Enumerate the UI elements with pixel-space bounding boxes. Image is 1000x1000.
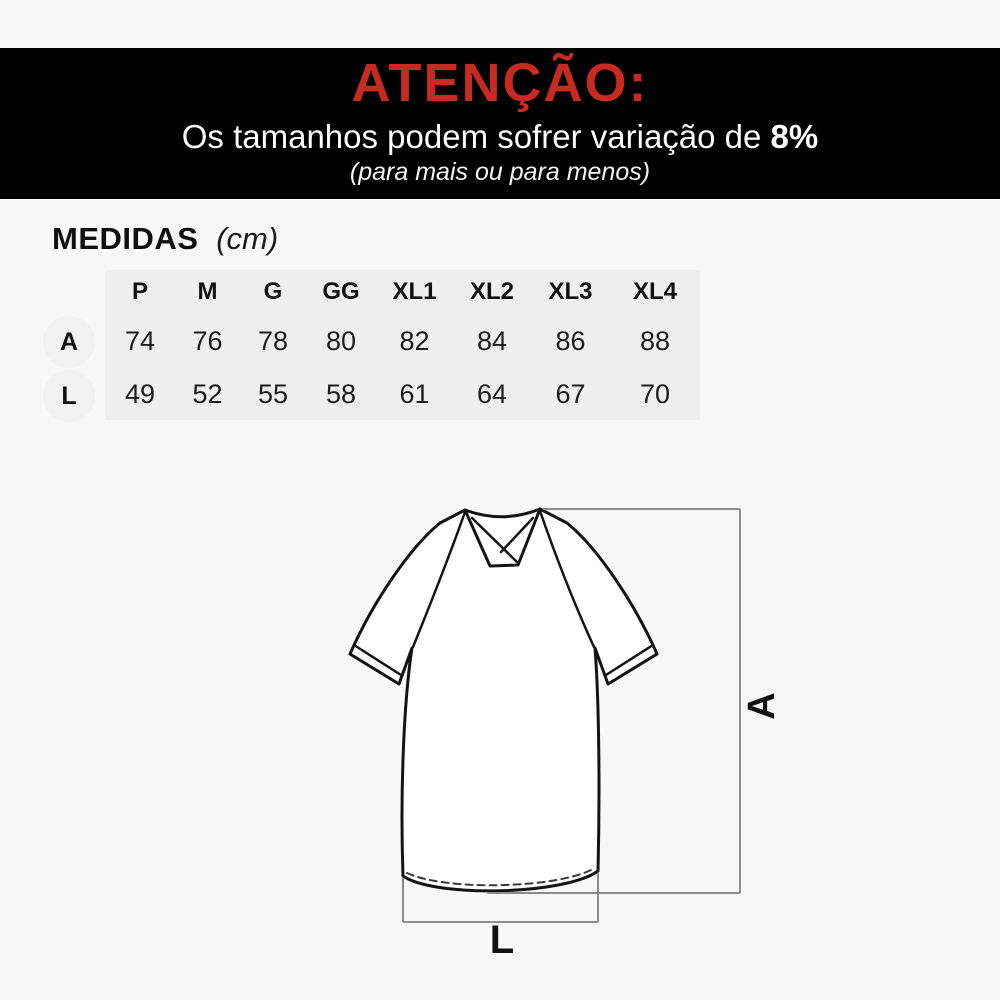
size-table bbox=[105, 270, 700, 420]
tshirt-diagram bbox=[0, 440, 1000, 1000]
medidas-heading bbox=[52, 221, 278, 257]
row-badge-height: A bbox=[43, 316, 95, 368]
size-cell-l-xl4: 70 bbox=[639, 378, 671, 409]
banner-subtitle bbox=[0, 118, 1000, 156]
medidas-unit bbox=[208, 221, 217, 256]
column-header-p: P bbox=[131, 278, 148, 305]
banner-subtitle-text: Os tamanhos podem sofrer variação de bbox=[181, 118, 771, 155]
banner-title: ATENÇÃO: bbox=[351, 53, 649, 113]
size-cell-a-xl1: 82 bbox=[399, 325, 430, 356]
column-header-xl2: XL2 bbox=[469, 278, 514, 305]
height-label: A bbox=[741, 692, 783, 720]
size-cell-l-xl3: 67 bbox=[555, 378, 586, 409]
size-cell-l-m: 52 bbox=[192, 378, 223, 409]
banner-subtitle-percent: 8% bbox=[770, 118, 819, 155]
size-cell-l-g: 55 bbox=[257, 378, 289, 409]
size-cell-l-p: 49 bbox=[124, 378, 156, 409]
size-cell-a-m: 76 bbox=[192, 325, 223, 356]
size-cell-l-gg: 58 bbox=[325, 378, 357, 409]
medidas-title: MEDIDAS bbox=[52, 221, 199, 256]
size-cell-a-gg: 80 bbox=[325, 325, 357, 356]
column-header-xl1: XL1 bbox=[392, 278, 437, 305]
size-cell-a-p: 74 bbox=[124, 325, 156, 356]
attention-banner bbox=[0, 48, 1000, 199]
size-cell-a-xl2: 84 bbox=[476, 325, 508, 356]
size-cell-l-xl1: 61 bbox=[399, 378, 430, 409]
size-cell-a-xl4: 88 bbox=[639, 325, 671, 356]
column-header-g: G bbox=[263, 278, 283, 305]
width-label: L bbox=[489, 918, 515, 962]
column-header-m: M bbox=[197, 278, 218, 305]
size-cell-a-xl3: 86 bbox=[555, 325, 586, 356]
column-header-xl4: XL4 bbox=[632, 278, 677, 305]
column-header-gg: GG bbox=[322, 278, 360, 305]
size-cell-a-g: 78 bbox=[257, 325, 289, 356]
tshirt-outline bbox=[350, 509, 657, 891]
banner-note: (para mais ou para menos) bbox=[349, 158, 651, 186]
row-badge-width: L bbox=[43, 370, 95, 422]
column-header-xl3: XL3 bbox=[548, 278, 593, 305]
medidas-unit-text: (cm) bbox=[216, 221, 279, 256]
size-cell-l-xl2: 64 bbox=[476, 378, 508, 409]
